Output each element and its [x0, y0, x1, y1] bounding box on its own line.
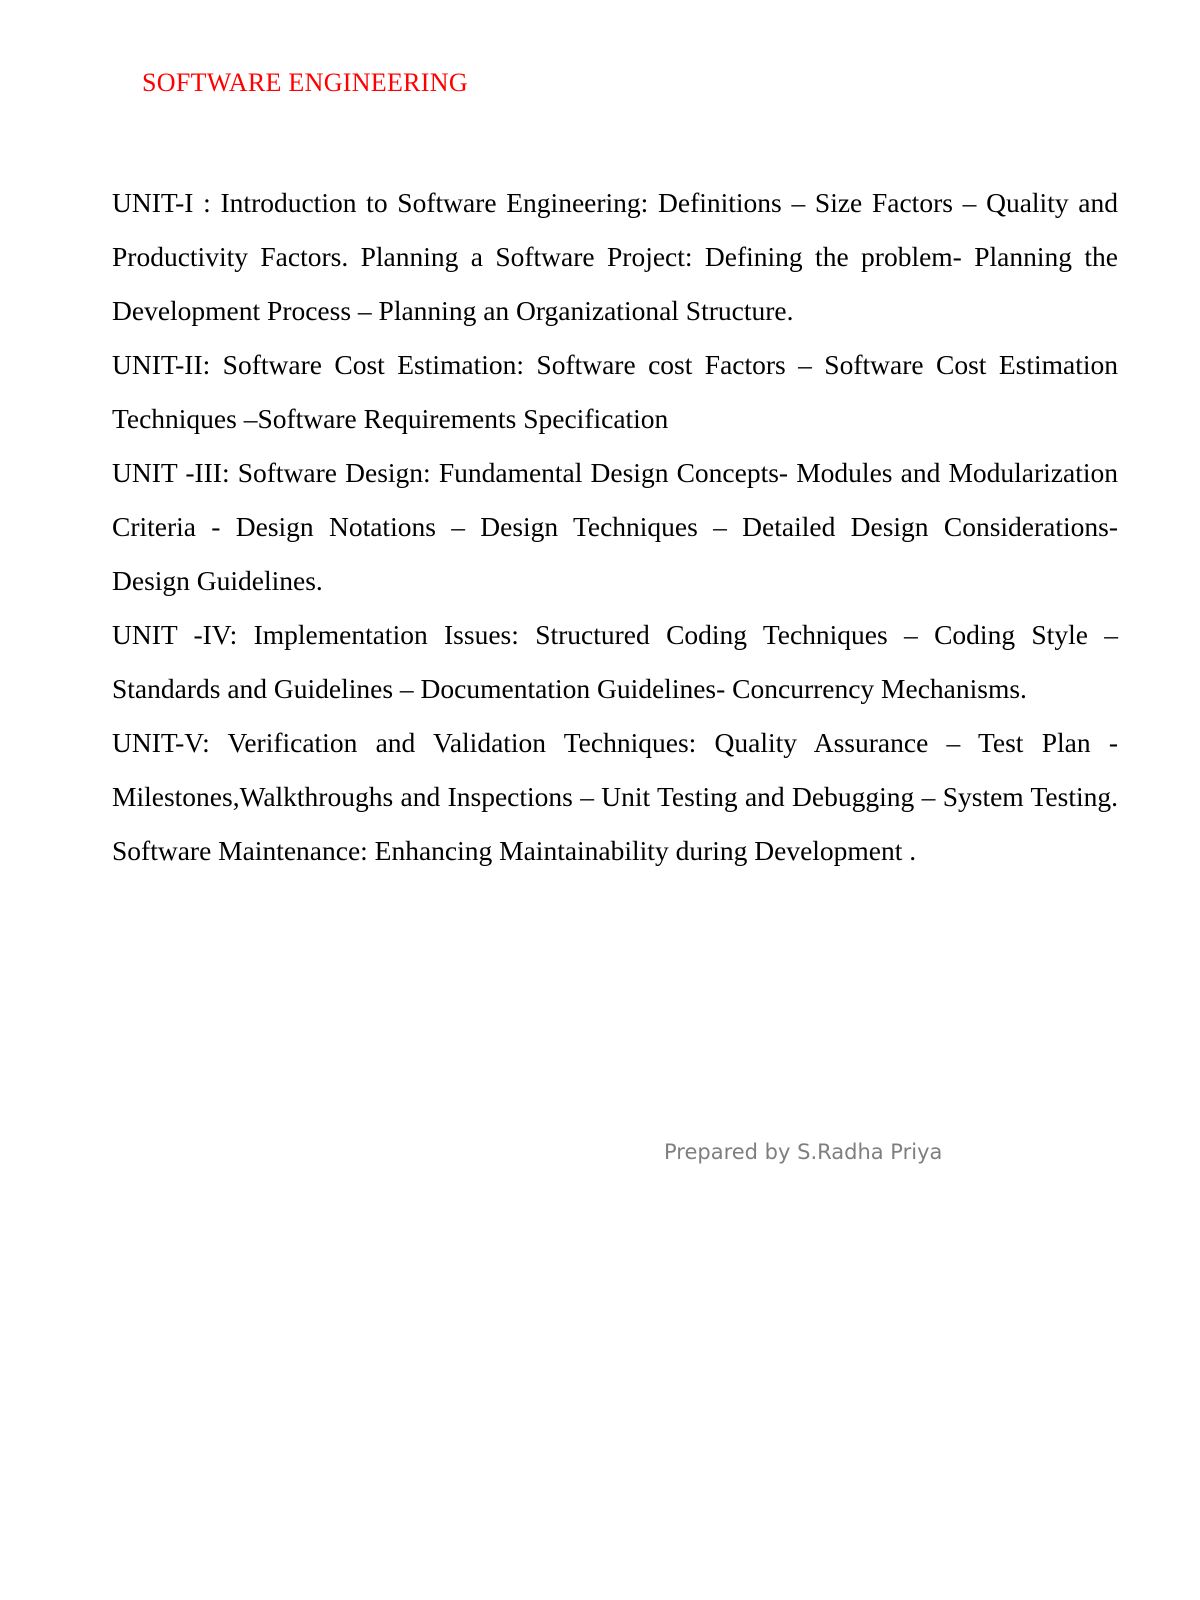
syllabus-body	[112, 176, 1118, 878]
unit-4-paragraph: UNIT -IV: Implementation Issues: Structured Coding Techniques – Coding Style – Standards and Guidelines – Documentation Guidelines- Concurrency Mechanisms.	[112, 619, 1118, 704]
unit-5-paragraph: UNIT-V: Verification and Validation Techniques: Quality Assurance – Test Plan - Milestones,Walkthroughs and Inspections – Unit Testing and Debugging – System Testing. Software Maintenance: Enhancing Maintainability during Development .	[112, 727, 1118, 866]
unit-2-paragraph: UNIT-II: Software Cost Estimation: Software cost Factors – Software Cost Estimation Techniques –Software Requirements Specification	[112, 349, 1118, 434]
unit-3-paragraph: UNIT -III: Software Design: Fundamental Design Concepts- Modules and Modularization Criteria - Design Notations – Design Techniques – Detailed Design Considerations- Design Guidelines.	[112, 457, 1118, 596]
document-title: SOFTWARE ENGINEERING	[142, 68, 468, 97]
unit-1-paragraph: UNIT-I : Introduction to Software Engineering: Definitions – Size Factors – Quality and Productivity Factors. Planning a Software Project: Defining the problem- Planning the Development Process – Planning an Organizational Structure.	[112, 187, 1118, 326]
prepared-by-signature: Prepared by S.Radha Priya	[664, 1140, 943, 1164]
